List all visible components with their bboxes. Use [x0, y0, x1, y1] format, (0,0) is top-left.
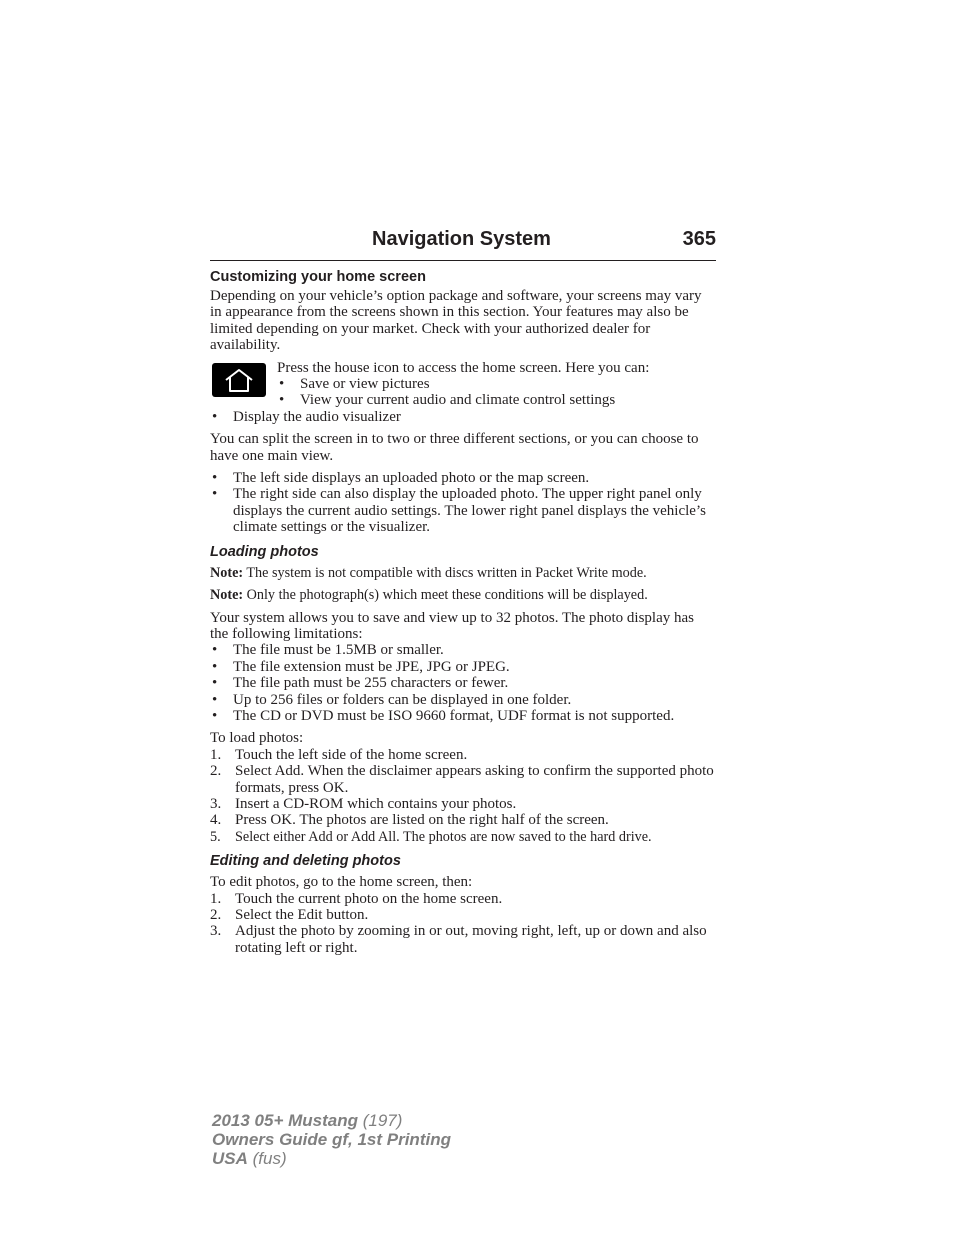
- load-steps: [210, 747, 716, 845]
- page-footer: [212, 1111, 451, 1168]
- edit-steps: [210, 891, 716, 957]
- step-item: 2. Select the Edit button.: [210, 907, 369, 923]
- home-icon-block: [210, 360, 716, 409]
- heading-customizing: Customizing your home screen: [210, 269, 426, 285]
- limits-list: [210, 642, 716, 724]
- step-item: 2. Select Add. When the disclaimer appears asking to confirm the supported photo formats, press OK.: [210, 763, 714, 796]
- list-item: • The file path must be 255 characters or fewer.: [210, 675, 716, 691]
- step-item: 1. Touch the left side of the home screen.: [210, 746, 468, 763]
- load-steps-intro: To load photos:: [210, 730, 304, 747]
- limits-text: Your system allows you to save and view up to 32 photos. The photo display has the following limitations:: [210, 609, 695, 642]
- split-text: You can split the screen in to two or three different sections, or you can choose to have one main view.: [210, 431, 699, 464]
- list-item: • Display the audio visualizer: [210, 409, 716, 425]
- list-item: • Up to 256 files or folders can be displayed in one folder.: [210, 692, 716, 708]
- step-item: 1. Touch the current photo on the home screen.: [210, 890, 503, 907]
- home-icon-text: [277, 360, 649, 409]
- step-item: 3. Insert a CD-ROM which contains your photos.: [210, 795, 517, 812]
- note-packet-write: [210, 565, 716, 581]
- heading-loading: Loading photos: [210, 543, 319, 560]
- customizing-intro: Depending on your vehicle’s option package and software, your screens may vary in appearance from the screens shown in this section. Your features may also be limited depending on your market. Check with your authorized dealer for availability.: [210, 288, 702, 354]
- list-item: • The right side can also display the uploaded photo. The upper right panel only displays the current audio settings. The lower right panel displays the vehicle’s climate settings or the visualizer.: [210, 486, 716, 535]
- split-bullets: [210, 470, 716, 536]
- house-icon: [212, 363, 266, 397]
- page-header: [210, 228, 716, 261]
- footer-line-2: Owners Guide gf, 1st Printing: [212, 1130, 451, 1149]
- list-item: • The file extension must be JPE, JPG or JPEG.: [210, 659, 716, 675]
- edit-intro: To edit photos, go to the home screen, then:: [210, 874, 473, 891]
- home-text: Press the house icon to access the home screen. Here you can:: [277, 359, 650, 376]
- note-label: Note:: [210, 564, 244, 581]
- home-bullets-continued: [210, 409, 716, 425]
- footer-line-3: USA (fus): [212, 1149, 287, 1168]
- note-label: Note:: [210, 587, 244, 604]
- list-item: • Save or view pictures: [277, 376, 649, 392]
- note-text: The system is not compatible with discs written in Packet Write mode.: [243, 564, 647, 581]
- list-item: • The CD or DVD must be ISO 9660 format, UDF format is not supported.: [210, 708, 716, 724]
- heading-editing: Editing and deleting photos: [210, 853, 401, 870]
- list-item: • The left side displays an uploaded photo or the map screen.: [210, 470, 716, 486]
- manual-page: [210, 228, 716, 962]
- page-number: 365: [682, 228, 716, 250]
- section-title: Navigation System: [372, 228, 551, 250]
- step-item: 5. Select either Add or Add All. The photos are now saved to the hard drive.: [210, 828, 652, 845]
- step-item: 4. Press OK. The photos are listed on the right half of the screen.: [210, 812, 609, 829]
- list-item: • View your current audio and climate control settings: [277, 392, 649, 408]
- list-item: • The file must be 1.5MB or smaller.: [210, 642, 716, 658]
- home-bullets: [277, 376, 649, 409]
- footer-line-1: 2013 05+ Mustang (197): [212, 1111, 403, 1130]
- note-text: Only the photograph(s) which meet these conditions will be displayed.: [243, 587, 648, 604]
- step-item: 3. Adjust the photo by zooming in or out, moving right, left, up or down and also rotating left or right.: [210, 923, 707, 956]
- note-conditions: [210, 587, 716, 603]
